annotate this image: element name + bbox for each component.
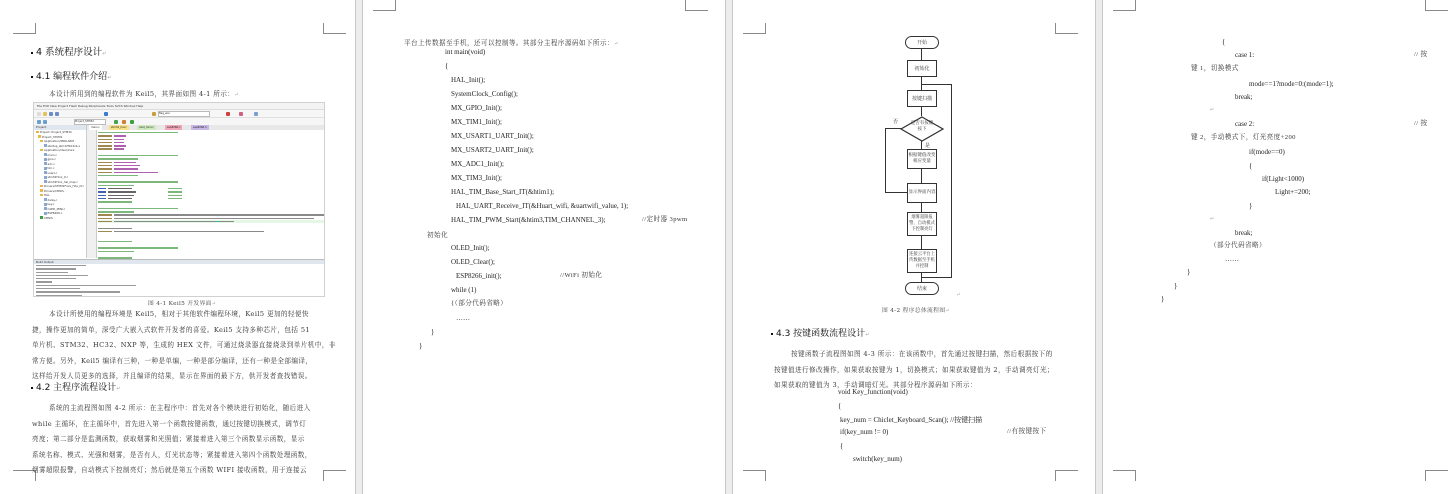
crop-mark [1055,470,1078,481]
page-gap [1095,0,1103,494]
tree-item[interactable]: Drivers/CMSIS [34,189,86,194]
code-line: { [840,442,844,450]
intro-paragraph: 本设计所用到的编程软件为 Keil5，其界面如图 4-1 所示：↵ [49,90,239,98]
flow-alarm: 烟雾超限报警，自动模式下控制亮灯 [907,212,937,236]
crop-mark [1113,0,1136,11]
text-line: 按键函数子流程图如图 4-3 所示：在该函数中，首先通过按键扫描，然后根据按下的 [791,350,1053,358]
download-icon [37,120,41,124]
code-line: if(mode==0) [1249,148,1285,156]
text-line: 系统的主流程图如图 4-2 所示：在主程序中：首先对各个模块进行初始化，随后进入 [49,404,311,412]
flow-start: 开始 [905,36,939,49]
code-line: HAL_TIM_PWM_Start(&htim3,TIM_CHANNEL_3); [451,216,606,224]
build-output-pane [34,259,324,296]
save-icon [49,112,53,116]
save-all-icon [55,112,59,116]
code-line: OLED_Clear(); [451,258,495,266]
code-line: switch(key_num) [853,455,902,463]
code-line: } [1249,202,1253,210]
code-comment: // 按 [1414,120,1428,127]
project-pane [34,125,87,258]
flow-no-branch [885,128,886,192]
flow-upload: 连接云平台上传数据至手机并控制 [907,249,937,273]
heading-4-2: 4.2 主程序流程设计↵ [31,380,120,393]
tree-item[interactable]: key.c [34,202,86,207]
crop-mark [1425,470,1448,481]
heading-4: 4 系统程序设计↵ [31,44,106,58]
tree-item[interactable]: adc.c [34,162,86,167]
code-line: MX_TIM1_Init(); [451,118,502,126]
text-line: 如果获取的键值为 3，手动调暗灯光。其部分程序源码如下所示： [774,381,977,389]
page-4 [1103,0,1452,494]
code-line: MX_USART1_UART_Init(); [451,132,534,140]
code-line: case 1: [1235,51,1255,59]
tree-item[interactable]: HAL [34,193,86,198]
code-line: MX_TIM3_Init(); [451,174,502,182]
code-line: key_num = Chiclet_Keyboard_Scan(); //按键扫描 [840,416,983,424]
build-output-header: Build Output [34,260,324,264]
text-line: 系统名称、模式、光强和烟雾，是否有人，灯光状态等；紧接着进入第四个函数处理函数， [32,450,312,459]
build-line [34,294,324,297]
text-line: 这样给开发人员更多的选择，并且编译的结果，显示在界面的最下方，供开发者查找错误。 [32,372,312,380]
code-line: } [1161,295,1165,303]
crop-mark [13,23,36,34]
code-line: { [838,402,842,410]
tab-main-c[interactable]: main.c [91,126,100,129]
editor-tabs [87,125,324,130]
code-editor[interactable] [87,125,324,258]
flow-no-branch [885,192,907,193]
crop-mark [685,0,708,11]
paragraph-mark: ↵ [1210,217,1215,222]
crop-mark [373,0,396,11]
options-icon [114,120,118,124]
tree-item[interactable]: Drivers/STM32F1xx_HAL_Dri [34,184,86,189]
ide-toolbar [34,110,324,118]
window-icon [254,112,258,116]
tree-item[interactable]: stm32f1xx_it.c [34,175,86,180]
crop-mark [1425,0,1448,11]
page-1 [0,0,355,494]
figure-caption-4-1: 图 4-1 Keil5 开发界面↵ [148,301,217,307]
code-line: } [419,342,423,350]
text-line: 亮度；第二部分是监测函数，获取烟雾和光照值；紧接着进入第三个函数显示函数，显示 [32,435,305,443]
code-line: ESP8266_init(); [456,272,502,280]
code-comment: // 按 [1414,51,1428,58]
code-line: { [445,62,449,70]
tree-item[interactable]: Application/MDK-ARM [34,139,86,144]
tree-item[interactable]: CMSIS [34,216,86,221]
tab-esp8266-h[interactable]: esp8266.h [193,126,207,129]
new-file-icon [37,112,41,116]
code-line: break; [1235,93,1253,101]
green-icon [130,120,134,124]
code-line: if(key_num != 0) [840,428,889,436]
code-line: …… [1225,255,1239,263]
tab-stm32-hal[interactable]: stm32_hal.c [111,126,127,129]
ide-menubar: File Edit View Project Flash Debug Peripherals Tools SVCS Window Help [34,103,324,110]
code-comment: //定时器 3pwm [642,216,688,223]
tree-item[interactable]: main.c [34,153,86,158]
code-line: 键 2，手动模式下，灯光亮度+200 [1191,134,1296,141]
code-line: MX_USART2_UART_Init(); [451,146,534,154]
paragraph-mark: ↵ [956,292,961,298]
code-line: void Key_function(void) [838,388,908,396]
flow-init: 初始化 [907,60,937,77]
heading-4-3: 4.3 按键函数流程设计↵ [771,326,869,339]
code-line: Light+=200; [1275,188,1311,196]
crop-mark [1113,470,1136,481]
code-line: { [1222,38,1226,46]
tree-item[interactable]: OLED_MINI.c [34,207,86,212]
flow-loop [921,84,952,85]
flow-display: 显示界面内容 [907,183,937,203]
code-comment: //WiFi 初始化 [560,272,603,279]
flow-key-scan: 按键扫描 [907,90,937,107]
code-line: case 2: [1235,120,1255,128]
flow-loop [921,277,951,278]
settings-icon [239,112,243,116]
text-line: 按键值进行修改操作，如果获取按键为 1，切换模式；如果获取键值为 2，手动调亮灯光； [774,365,1054,374]
text-line: 烟雾超限报警，自动模式下控制亮灯；然后就是第五个函数 WIFI 接收函数，用于连接云 [32,466,307,474]
tree-item[interactable]: startup_stm32f103xb.s [34,144,86,149]
keil5-screenshot [33,102,325,297]
flow-connector [921,203,922,212]
flowchart [733,0,1095,300]
code-line: HAL_UART_Receive_IT(&Huart_wifi, &uartwifi_value, 1); [456,202,629,210]
manage-icon [122,120,126,124]
find-combo[interactable]: flag_wei [158,111,210,117]
code-line: while (1) [451,286,477,294]
flow-connector [921,49,922,60]
code-line: OLED_Init(); [451,244,490,252]
key-function-paragraph [774,347,1054,394]
heading-4-1: 4.1 编程软件介绍↵ [31,69,111,82]
code-line: } [1174,282,1178,290]
tree-item[interactable]: usart.c [34,171,86,176]
page-2 [363,0,725,494]
code-line: mode==1?mode=0:(mode=1); [1249,80,1334,88]
code-line: { [1249,162,1253,170]
paragraph-mark: ↵ [1210,108,1215,113]
text-line: 常方便。另外，Keil5 编译有三种，一种是单编，一种是部分编译，还有一种是全部编译， [32,356,313,365]
code-line: MX_GPIO_Init(); [451,104,502,112]
code-line: } [1187,268,1191,276]
target-select[interactable]: Project_STM32 [74,119,106,125]
tree-item[interactable]: delay.c [34,198,86,203]
code-line: 初始化 [427,232,448,239]
crop-mark [743,470,766,481]
tree-item[interactable]: ESP8266.c [34,211,86,216]
code-line: {（部分代码省略） [451,300,508,307]
flow-connector [921,107,922,116]
main-flow-paragraph [32,401,312,479]
code-line: SystemClock_Config(); [451,90,518,98]
code-line: MX_ADC1_Init(); [451,160,504,168]
code-lines [98,131,324,266]
flow-connector [921,236,922,249]
debug-icon [226,112,230,116]
flow-no-label: 否 [893,119,899,125]
flow-modify: 根据键值改变相应变量 [907,149,937,169]
page-3 [733,0,1095,494]
text-line: 本设计所使用的编程环境是 Keil5，相对于其他软件编程环境，Keil5 更加的轻便快 [49,310,309,318]
flow-no-branch [885,128,901,129]
target-icon [152,112,156,116]
code-line: } [431,328,435,336]
flow-loop [951,84,952,278]
tree-item[interactable]: tim.c [34,166,86,171]
tree-item[interactable]: Application/User/Core [34,148,86,153]
code-line: break; [1235,229,1253,237]
text-line: while 主循环，在主循环中，首先进入第一个函数按键函数，通过按键切换模式，调节灯 [32,419,307,428]
keil-paragraph [32,307,336,385]
build-icon [104,112,108,116]
page-gap [355,0,363,494]
tree-item[interactable]: gpio.c [34,157,86,162]
flow-yes-label: 是 [925,143,931,149]
load-icon [43,120,47,124]
code-line: 键 1，切换模式 [1191,65,1239,72]
figure-caption-4-2: 图 4-2 程序总体流程图↵ [882,308,950,314]
code-comment: //有按键按下 [1007,428,1047,435]
line-number-gutter [87,130,97,258]
tab-esp8266-c[interactable]: esp8266.c [167,126,181,129]
crop-mark [323,470,346,481]
flow-end: 结束 [905,282,939,295]
flow-connector [921,141,922,149]
code-line: HAL_Init(); [451,76,486,84]
text-line: 单片机、STM32、HC32、NXP 等，生成的 HEX 文件，可通过烧录器直接烧录到单片机中，非 [32,341,336,349]
tree-item[interactable]: Project: Project_STM32 [34,130,86,135]
code-line: （部分代码省略） [1210,242,1266,249]
continued-paragraph: 平台上传数据至手机，还可以控制等。其部分主程序源码如下所示：↵ [404,39,619,47]
text-line: 捷，操作更加的简单，深受广大嵌入式软件开发者的喜爱。Keil5 支持多种芯片，包括 51 [32,325,311,334]
crop-mark [323,23,346,34]
page-gap [725,0,733,494]
code-line: int main(void) [445,48,486,56]
tree-item[interactable]: Project_STM32 [34,135,86,140]
flow-decision-text: 是否有按键按下 [910,121,934,132]
tab-oled-mini[interactable]: oled_mini.c [139,126,154,129]
project-pane-header: Project [34,125,86,130]
code-line: if(Light<1000) [1262,175,1305,183]
code-line: HAL_TIM_Base_Start_IT(&htim1); [451,188,555,196]
open-icon [43,112,47,116]
code-line: …… [456,314,470,322]
tree-item[interactable]: stm32f1xx_hal_msp.c [34,180,86,185]
flow-connector [921,169,922,183]
